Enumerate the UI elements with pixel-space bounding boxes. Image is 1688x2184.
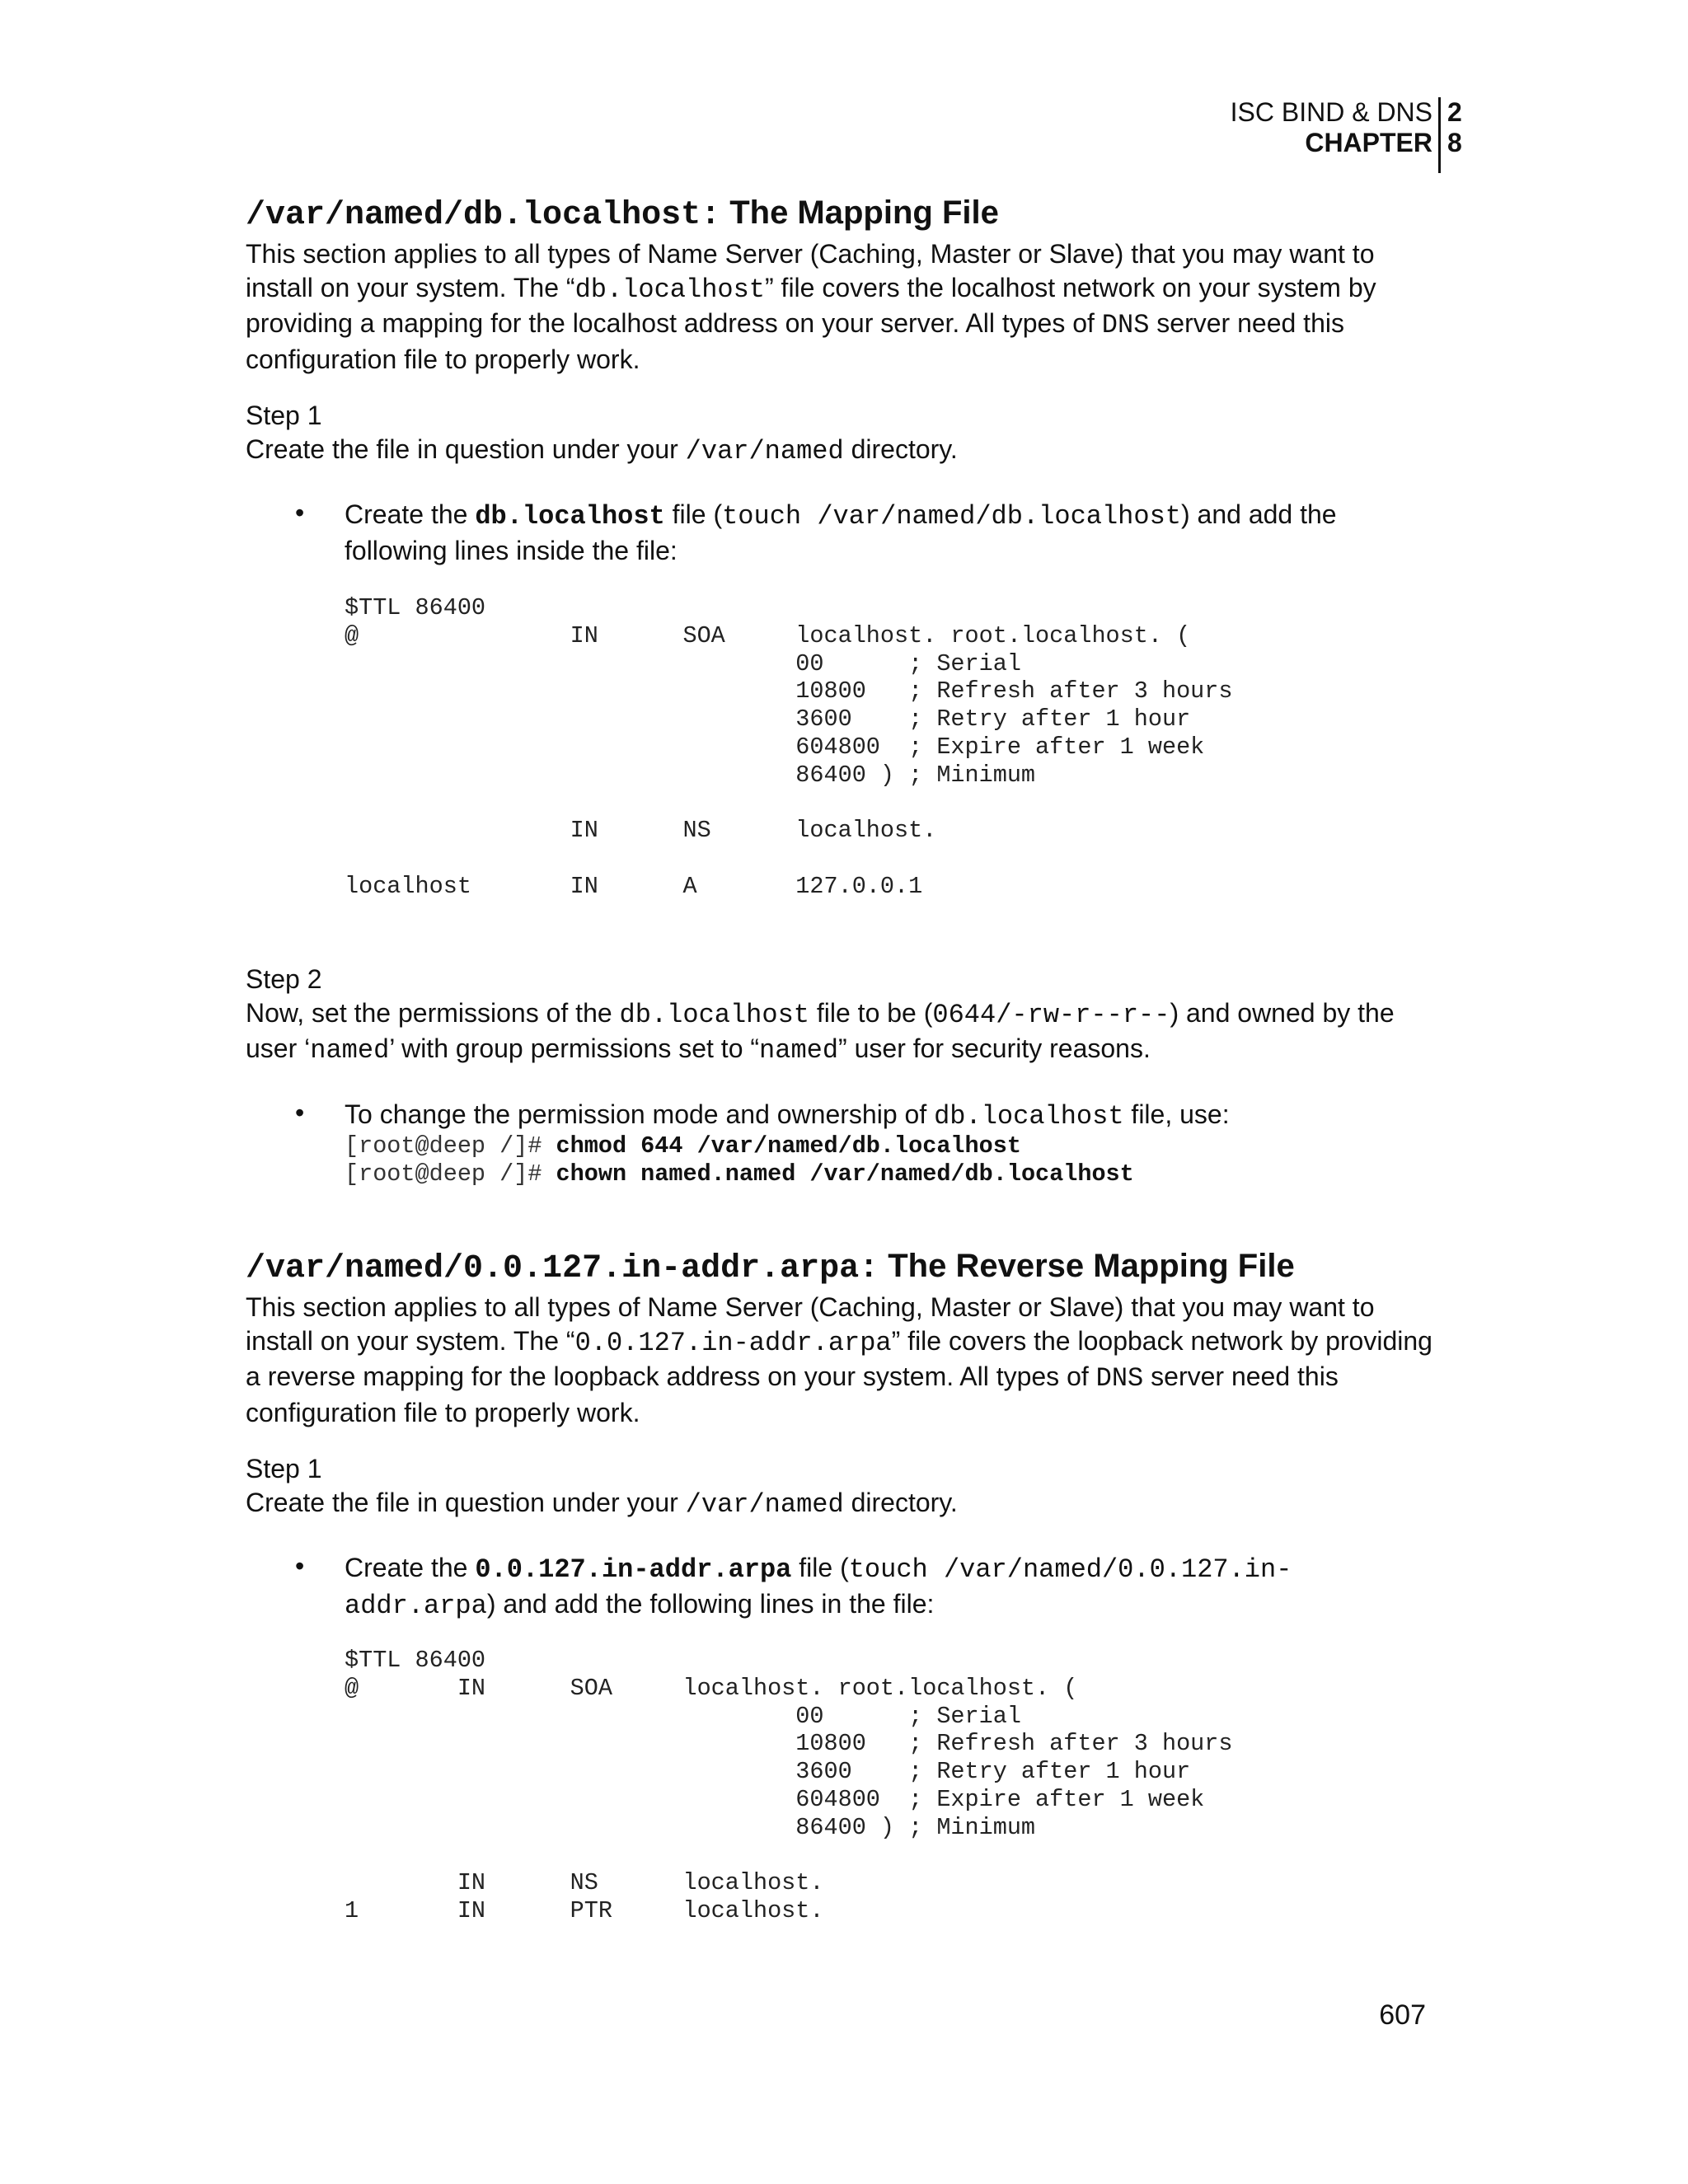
section-intro-paragraph: This section applies to all types of Name Server (Caching, Master or Slave) that you may want to install on your system. The “db.localhost” file covers the localhost network on your system by providing a mapping for the localhost address on your server. All types of DNS server need this configuration file to properly work. — [246, 239, 1376, 374]
shell-prompt: [root@deep /]# — [345, 1160, 556, 1188]
command-line-chown — [345, 1160, 1134, 1188]
command-line-chmod — [345, 1132, 1021, 1160]
step-instruction: Now, set the permissions of the db.localhost file to be (0644/-rw-r--r--) and owned by the user ‘named’ with group permissions set to “named” user for security reasons. — [246, 997, 1395, 1066]
shell-prompt: [root@deep /]# — [345, 1132, 556, 1160]
header-chapter-number: 8 — [1447, 128, 1462, 157]
bullet-icon: • — [295, 1098, 305, 1127]
bullet-create-file: Create the 0.0.127.in-addr.arpa file (touch /var/named/0.0.127.in-addr.arpa) and add the following lines in the file: — [345, 1553, 1292, 1621]
step-instruction: Create the file in question under your /var/named directory. — [246, 434, 958, 466]
header-book-title: ISC BIND & DNS 2 — [1230, 97, 1462, 127]
step-1-block — [246, 1452, 958, 1521]
step-1-block — [246, 399, 958, 468]
step-label: Step 1 — [246, 401, 322, 430]
section-title-path: /var/named/db.localhost: — [246, 197, 721, 234]
section-intro-paragraph: This section applies to all types of Name Server (Caching, Master or Slave) that you may want to install on your system. The “0.0.127.in-addr.arpa” file covers the loopback network by providing a reverse mapping for the loopback address on your system. All types of DNS server need this configuration file to properly work. — [246, 1292, 1432, 1427]
section-title-text: The Mapping File — [720, 194, 999, 231]
header-part-number: 2 — [1447, 97, 1462, 127]
bullet-change-permissions: To change the permission mode and ownership of db.localhost file, use: — [345, 1099, 1230, 1132]
section-title-mapping-file — [246, 194, 999, 234]
zone-file-code-block: $TTL 86400 @ IN SOA localhost. root.localhost. ( 00 ; Serial 10800 ; Refresh after 3 hours 3600 ; Retry after 1 hour 604800 ; Expire after 1 week 86400 ) ; Minimum IN NS localhost. localhost IN A 127.0.0.1 — [345, 594, 1233, 900]
page-number: 607 — [1379, 1999, 1426, 2031]
reverse-zone-file-code-block: $TTL 86400 @ IN SOA localhost. root.localhost. ( 00 ; Serial 10800 ; Refresh after 3 hours 3600 ; Retry after 1 hour 604800 ; Expire after 1 week 86400 ) ; Minimum IN NS localhost. 1 IN PTR localhost. — [345, 1647, 1233, 1925]
shell-command: chown named.named /var/named/db.localhost — [556, 1160, 1134, 1188]
bullet-icon: • — [295, 498, 305, 527]
bullet-icon: • — [295, 1551, 305, 1581]
shell-command: chmod 644 /var/named/db.localhost — [556, 1132, 1021, 1160]
step-label: Step 2 — [246, 964, 322, 994]
header-chapter-label: CHAPTER 8 — [1305, 128, 1462, 157]
step-instruction: Create the file in question under your /var/named directory. — [246, 1487, 958, 1520]
section-title-text: The Reverse Mapping File — [879, 1248, 1295, 1284]
header-divider — [1438, 97, 1441, 173]
step-label: Step 1 — [246, 1454, 322, 1483]
bullet-create-file: Create the db.localhost file (touch /var/named/db.localhost) and add the following lines inside the file: — [345, 499, 1337, 565]
running-header — [1230, 97, 1462, 158]
section-title-reverse-mapping-file — [246, 1248, 1295, 1287]
step-2-block — [246, 963, 1441, 1068]
section-title-path: /var/named/0.0.127.in-addr.arpa: — [246, 1250, 879, 1287]
